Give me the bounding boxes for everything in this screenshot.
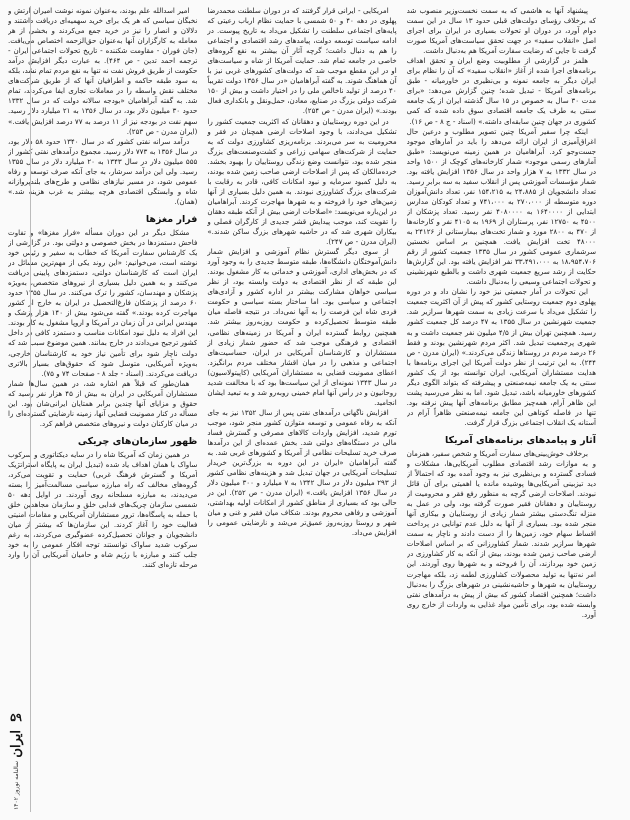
body-paragraph: امریکایی - ایرانی قرار گرفتند که در دوران سلطنت محمدرضا پهلوی در دهه ۴۰ و ۵۰ شمسی با حمایت نظام ارباب رعیتی که پایه‌های اجتماعی سلطنت را تشکیل می‌داد به تاریخ پیوست. در ادامه سیاست توسعه دولت، پیامدهای رشد اقتصادی و اجتماعی را هم به دنبال داشت؛ گرچه آثار آن بیشتر به نفع گروه‌های خاصی در جامعه تمام شد. حمایت آمریکا از شاه و سیاست‌های او در این مقطع موجب شد که دولت‌های کشورهای غربی نیز با آن هماهنگ شوند. به گفته آبراهامیان «در سال ۱۳۵۶ دولت تقریباً ۴۰ درصد از تولید ناخالص ملی را در اختیار داشت و بیش از ۱۵۰ شرکت دولتی بزرگ در صنایع، معادن، حمل‌ونقل و بانکداری فعال بودند.» (ایران مدرن - ص ۲۵۴). — [207, 6, 397, 116]
body-paragraph: پیشنهاد آنها به هاشمی که به سمت نخست‌وزیر منصوب شد که برخلاف رؤسای دولت‌های قبلی حدود ۱۳ سال در این سمت دوام آورد، در دوران او تحولات بسیاری در ایران برای اجرای اصل «انقلاب سفید» در جهت تحقق سیاست‌های آمریکا صورت گرفت تا جایی که رضایت سفارت آمریکا هم به‌دنبال داشت. — [406, 6, 596, 56]
magazine-logo: ایران — [8, 729, 24, 758]
body-paragraph: در همین زمان که آمریکا شاه را در سایه دیکتاتوری و سرکوب ساواک با همان اهداف یاد شده (تبدیل ایران به پایگاه استراتژیک آمریکا و گسترش فرهنگ غربی) حمایت و تقویت می‌کرد، گروه‌های مخالف که راه مبارزه سیاسی مسالمت‌آمیز را بسته می‌دیدند، به مبارزه مسلحانه روی آوردند. در اوایل دهه ۵۰ شمسی سازمان چریک‌های فدایی خلق و سازمان مجاهدین خلق با حمله به پاسگاه‌ها، ترور مستشاران آمریکایی و مقامات امنیتی فعالیت خود را آغاز کردند. این سازمان‌ها که بیشتر از میان دانشجویان و جوانان تحصیل‌کرده عضوگیری می‌کردند، به رغم سرکوب شدید ساواک توانستند توجه افکار عمومی را به خود جلب کنند و مبارزه با رژیم شاه و حامیان آمریکایی آن را وارد مرحله تازه‌ای کنند. — [8, 449, 198, 570]
page-number: ۵۹ — [10, 710, 22, 724]
body-paragraph: برخلاف خوش‌بینی‌های سفارت آمریکا و شخص سفیر، همزمان و به موازات رشد اقتصادی مطلوب آمریکایی‌ها، مشکلات و فسادی گسترده و بی‌نظیری نیز به وجود آمده بود که احتمالاً از دید تیزبینی آمریکایی‌ها پوشیده مانده یا اهمیتی برای آن قائل نبودند. اصلاحات ارضی گرچه به منظور رفع فقر و محرومیت از روستاییان و دهقانان فقیر صورت گرفته بود، ولی در عمل به منزله تنگ‌دستی بیشتر شمار زیادی از روستاییان و بیکاری آنها منجر شده بود. بسیاری از آنها به دلیل عدم توانایی در پرداخت اقساط سهام خود، زمین‌ها را از دست دادند و ناچار به سمت شهرها سرازیر شدند. شمار کشاورزانی که بر اساس اصلاحات ارضی صاحب زمین شده بودند، بیش از آنکه به کار کشاورزی در زمین خود بپردازند، آن را فروخته و به شهرها روی آوردند. این امر نه‌تنها به تولید محصولات کشاورزی لطمه زد، بلکه مهاجرت روستاییان به شهرها و حاشیه‌نشینی در شهرهای بزرگ را به‌دنبال داشت؛ همچنین اقتصاد کشور که بیش از پیش به درآمدهای نفتی وابسته شده بود، برای تأمین مواد غذایی به واردات از خارج روی آورد. — [406, 448, 596, 619]
body-paragraph: افزایش ناگهانی درآمدهای نفتی پس از سال ۱۳۵۲ نیز به جای آنکه به رفاه عمومی و توسعه متوازن کشور منجر شود، موجب تورم شدید، افزایش واردات کالاهای مصرفی و گسترش فساد مالی در دستگاه‌های دولتی شد. بخش عمده‌ای از این درآمدها صرف خرید تسلیحات نظامی از آمریکا و کشورهای غربی شد. به گفته آبراهامیان «ایران در این دوره به بزرگ‌ترین خریدار تسلیحات آمریکایی در جهان تبدیل شد و هزینه‌های نظامی کشور از ۲۹۳ میلیون دلار در سال ۱۳۴۲ به ۷ میلیارد و ۳۰۰ میلیون دلار در سال ۱۳۵۶ افزایش یافت.» (ایران مدرن - ص ۲۵۲). این در حالی بود که بسیاری از مناطق کشور از امکانات اولیه بهداشتی، آموزشی و رفاهی محروم بودند. شکاف میان فقیر و غنی و میان شهر و روستا روزبه‌روز عمیق‌تر می‌شد و نارضایتی عمومی را افزایش می‌داد. — [207, 407, 397, 538]
body-paragraph: از سوی دیگر گسترش نظام آموزشی و افزایش شمار دانش‌آموختگان دانشگاه‌ها، طبقه متوسط جدیدی را به وجود آورد که در بخش‌های اداری، آموزشی و خدماتی به کار مشغول بودند. این طبقه که از نظر اقتصادی به دولت وابسته بود، از نظر سیاسی خواهان مشارکت بیشتر در اداره کشور و آزادی‌های اجتماعی و سیاسی بود. اما ساختار بسته سیاسی و حکومت فردی شاه این فرصت را به آنها نمی‌داد. در نتیجه فاصله میان طبقه متوسط تحصیل‌کرده و حکومت روزبه‌روز بیشتر شد. همچنین روابط گسترده ایران و آمریکا در زمینه‌های نظامی، اقتصادی و فرهنگی موجب شد که حضور شمار زیادی از مستشاران و کارشناسان آمریکایی در ایران، حساسیت‌های اجتماعی و مذهبی را در میان اقشار مختلف مردم برانگیزد. اعطای مصونیت قضایی به مستشاران آمریکایی (کاپیتولاسیون) در سال ۱۳۴۳ نمونه‌ای از این سیاست‌ها بود که با مخالفت شدید روحانیون و در رأس آنها امام خمینی روبه‌رو شد و به تبعید ایشان انجامید. — [207, 247, 397, 407]
section-heading: ظهور سازمان‌های چریکی — [77, 435, 198, 447]
body-paragraph: مشکل دیگر در این دوران مسأله «فرار مغزها» و تفاوت فاحش دستمزدها در بخش خصوصی و دولتی بود. در گزارشی از یک کارشناس سفارت آمریکا که خطاب به سفیر و رئیس خود نوشته است، می‌خوانیم: «این روند یکی از مهم‌ترین مسائل در ایران است که کارشناسان دولتی، دستمزدهای پایینی دریافت می‌کنند و به همین دلیل بسیاری از نیروهای متخصص، به‌ویژه پزشکان و مهندسان، کشور را ترک می‌کنند. در سال ۱۳۵۵ حدود ۶۰ درصد از پزشکان فارغ‌التحصیل در ایران به خارج از کشور مهاجرت کرده بودند.» گفته می‌شود بیش از ۱۴۰ هزار پزشک و مهندس ایرانی در آن زمان در آمریکا و اروپا مشغول به کار بودند. این افراد به دلیل نبود امکانات مناسب و دستمزد کافی در داخل کشور ترجیح می‌دادند در خارج بمانند. همین موضوع سبب شد که دولت ناچار شود برای تأمین نیاز خود به کارشناسان خارجی، به‌ویژه آمریکایی، متوسل شود که حقوق‌های بسیار بالاتری دریافت می‌کردند. (اسناد - جلد ۸ - صفحات ۷۴ و ۷۵). — [8, 227, 198, 378]
issue-label: سالنامه نوروز ۱۴۰۲ — [12, 761, 20, 810]
column-middle — [207, 6, 396, 812]
page-footer — [2, 711, 30, 810]
margin-rule — [30, 6, 31, 812]
body-paragraph: در این دوره روستاییان و دهقانان که اکثریت جمعیت کشور را تشکیل می‌دادند، با وجود اصلاحات ارضی همچنان در فقر و محرومیت به سر می‌بردند. برنامه‌ریزی کشاورزی دولت که به حمایت از شرکت‌های سهامی زراعی و کشت‌وصنعت‌های بزرگ منجر شده بود، نتوانست وضع زندگی روستاییان را بهبود بخشد. خرده‌مالکان که پس از اصلاحات ارضی صاحب زمین شده بودند، به دلیل کمبود سرمایه و نبود امکانات کافی، قادر به رقابت با شرکت‌های بزرگ کشاورزی نبودند. به همین دلیل بسیاری از آنها زمین‌های خود را فروخته و به شهرها مهاجرت کردند. آبراهامیان در این‌باره می‌نویسد: «اصلاحات ارضی بیش از آنکه طبقه دهقان را تقویت کند، موجب پیدایش قشر جدیدی از کارگران فصلی و بیکاران شهری شد که در حاشیه شهرهای بزرگ ساکن شدند.» (ایران مدرن - ص ۲۴۷). — [207, 116, 397, 247]
column-left — [8, 6, 197, 812]
body-paragraph: امیر اسدالله علم بودند، به‌عنوان نمونه نوشت امیران ارتش و نخبگان سیاسی که هر یک برای خرید سهمیه‌ای دریافت داشتند و دلالان و انصار را نیز در خرید جمع می‌کردند و بخشی از هر معامله به کارگزاران آنها به‌عنوان حق‌الزحمه اختصاص می‌یافت. (جان فوران - مقاومت شکننده - تاریخ تحولات اجتماعی ایران - ترجمه احمد تدین - ص ۴۶۴). به عبارت دیگر افزایش درآمد حکومت از طریق فروش نفت نه تنها به نفع مردم تمام نشد، بلکه به سود طبقه حاکمه و اطرافیان آنها که از طریق شرکت‌های مختلف نقش واسطه را در معاملات تجاری ایفا می‌کردند، تمام شد. به گفته آبراهامیان «بودجه سالانه دولت که در سال ۱۳۳۲ حدود ۳۰ میلیون دلار بود، در سال ۱۳۵۶ به ۲۱ میلیارد دلار رسید. سهم نفت در بودجه نیز از ۱۱ درصد به ۷۷ درصد افزایش یافت.» (ایران مدرن - ص ۲۵۳). — [8, 6, 198, 136]
body-paragraph: همان‌طور که قبلاً هم اشاره شد، در همین سال‌ها شمار مستشاران آمریکایی در ایران به بیش از ۴۵ هزار نفر رسید که حقوق و مزایای آنها چندین برابر همتایان ایرانی‌شان بود. این مسأله در کنار مصونیت قضایی آنها، زمینه نارضایتی گسترده‌ای را در میان کارکنان دولت و نیروهای متخصص فراهم کرد. — [8, 378, 198, 428]
body-paragraph: درآمد سرانه نفتی کشور که در سال ۱۳۴۰ حدود ۵۸ دلار بود، در سال ۱۳۵۶ به ۷۷۳ دلار رسید. مجموع درآمدهای نفتی کشور از ۵۵۵ میلیون دلار در سال ۱۳۴۳ به ۲۰ میلیارد دلار در سال ۱۳۵۵ رسید. ولی این درآمد سرشار، به جای آنکه صرف توسعه و رفاه عمومی شود، در مسیر نیازهای نظامی و طرح‌های بلندپروازانه شاه و وابستگی اقتصادی هرچه بیشتر به غرب هزینه شد.» (همان). — [8, 136, 198, 206]
column-right — [407, 6, 596, 812]
body-paragraph: هلمز در گزارشی از مطلوبیت وضع ایران و تحقق اهداف برنامه‌های اجرا شده از آغاز «انقلاب سفید» که آن را نظام برای ایران دیگر به جامعه نمونه و بی‌نظیری در خاورمیانه - طبق برنامه‌های آمریکا - تبدیل شده؛ چنین گزارش می‌دهد: «برای مدت ۳۰ سال به خصوص در ۱۵ سال گذشته ایران از یک جامعه سنتی به طرف یک جامعه اقتصادی سوق داده شده که کمی کشوری در جهان چنین سابقه‌ای داشته.» (اسناد - ج ۸ - ص ۱۶). — [406, 56, 596, 126]
section-heading: فرار مغزها — [145, 213, 198, 225]
article-columns — [8, 6, 596, 812]
body-paragraph: اینکه چرا سفیر آمریکا چنین تصویر مطلوب و درعین حال اغراق‌آمیزی از ایران ارائه می‌دهد را باید در آمارهای موجود جست‌وجو کرد. آبراهامیان در همین زمینه می‌نویسد: «طبق آمارهای رسمی موجود» شمار کارخانه‌های کوچک از ۱۵۰۰ واحد در سال ۱۳۳۲ به ۷ هزار واحد در سال ۱۳۵۶ افزایش یافته بود. شمار مؤسسات آموزشی پس از انقلاب سفید به سه برابر رسید. تعداد دانشجویان از ۲۴،۸۸۵ به ۱۵۴،۲۱۵ نفر، تعداد دانش‌آموزان دوره متوسطه از ۲۷۰،۰۰۰ به ۷۴۱،۰۰۰ و تعداد کودکان مدارس ابتدایی از ۱۶۴۰۰۰۰ به ۴۰۸۰۰۰۰ نفر رسید. تعداد پزشکان از ۴۵۰۰ به ۱۲۷۵۰ نفر، پرستاران از ۱۹۶۹ به ۴۱۰۵ نفر و کارخانه‌ها از ۴۷۰ به ۲۸۰۰ مورد و شمار تخت‌های بیمارستانی از ۲۴۱۲۶ به ۴۸۰۰۰ تخت افزایش یافت. همچنین بر اساس نخستین سرشماری عمومی کشور در سال ۱۳۳۵ جمعیت کشور از رقم ۱۸،۹۵۴،۷۰۶ به ۳۳،۴۹۱،۰۰۰ نفر افزایش یافته بود. این گزارش‌ها حکایت از رشد سریع جمعیت شهری داشت و بالطبع شهرنشینی و تحولات اجتماعی وسیعی را به‌دنبال داشت. — [406, 126, 596, 287]
section-heading: آثار و پیامدهای برنامه‌های آمریکا — [444, 434, 596, 446]
body-paragraph: این تحولات در آمار جمعیتی نیز خود را نشان داد و در دوره پهلوی دوم جمعیت روستایی کشور که پیش از آن اکثریت جمعیت را تشکیل می‌داد با سرعت زیادی به سمت شهرها سرازیر شد. جمعیت شهرنشین در سال ۱۳۵۵ به ۴۷ درصد کل جمعیت کشور رسید. همچنین تهران بیش از ۴/۵ میلیون نفر جمعیت داشت و به شهری پرجمعیت تبدیل شد. اکثر مردم شهرنشین بودند و فقط ۲۶ درصد مردم در روستاها زندگی می‌کردند.» (ایران مدرن - ص ۲۴۴). به این ترتیب از نظر دولت آمریکا این اجرای برنامه‌ها با هدایت مستشاران آمریکایی، ایران توانسته بود از یک کشور سنتی به یک جامعه نیمه‌صنعتی و پیشرفته که بتواند الگوی دیگر کشورهای خاورمیانه باشد، تبدیل شود. اما به نظر می‌رسید پشت این ظاهر آرام، همه‌چیز مطابق برنامه‌های آنها پیش نرفته بود. تنها در فاصله کوتاهی این جامعه نیمه‌صنعتی ظاهراً آرام در آستانه یک انقلاب اجتماعی بزرگ قرار گرفت. — [406, 287, 596, 427]
